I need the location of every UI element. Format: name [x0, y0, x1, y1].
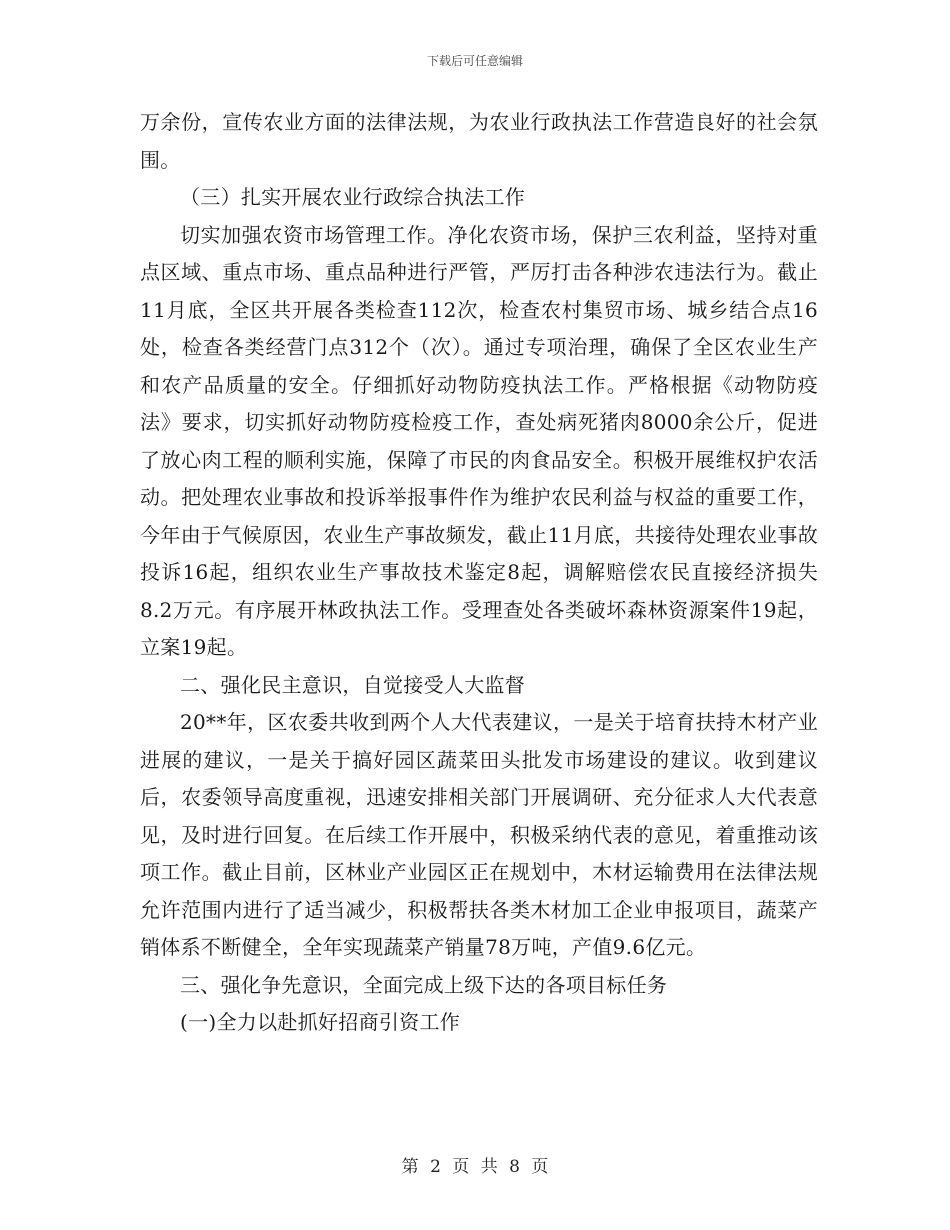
page-number: 第 2 页 共 8 页: [401, 1157, 549, 1177]
paragraph-enforcement: 切实加强农资市场管理工作。净化农资市场，保护三农利益，坚持对重点区域、重点市场、重点品种进行严管，严厉打击各种涉农违法行为。截止11月底，全区共开展各类检查112次，检查农村集贸市场、城乡结合点16处，检查各类经营门点312个（次）。通过专项治理，确保了全区农业生产和农产品质量的安全。仔细抓好动物防疫执法工作。严格根据《动物防疫法》要求，切实抓好动物防疫检疫工作，查处病死猪肉8000余公斤，促进了放心肉工程的顺利实施，保障了市民的肉食品安全。积极开展维权护农活动。把处理农业事故和投诉举报事件作为维护农民利益与权益的重要工作，今年由于气候原因，农业生产事故频发，截止11月底，共接待处理农业事故投诉16起，组织农业生产事故技术鉴定8起，调解赔偿农民直接经济损失8.2万元。有序展开林政执法工作。受理查处各类破坏森林资源案件19起，立案19起。: [140, 222, 818, 659]
subsection-heading-1: (一)全力以赴抓好招商引资工作: [180, 1010, 461, 1034]
paragraph-continuation: 万余份，宣传农业方面的法律法规，为农业行政执法工作营造良好的社会氛围。: [140, 110, 818, 172]
document-body: [140, 104, 818, 1042]
section-heading-3: （三）扎实开展农业行政综合执法工作: [180, 185, 526, 209]
section-heading-two: 二、强化民主意识，自觉接受人大监督: [180, 672, 526, 697]
paragraph-npc-suggestions: 20**年，区农委共收到两个人大代表建议，一是关于培育扶持木材产业进展的建议，一是关于搞好园区蔬菜田头批发市场建设的建议。收到建议后，农委领导高度重视，迅速安排相关部门开展调研、充分征求人大代表意见，及时进行回复。在后续工作开展中，积极采纳代表的意见，着重推动该项工作。截止目前，区林业产业园区正在规划中，木材运输费用在法律法规允许范围内进行了适当减少，积极帮扶各类木材加工企业申报项目，蔬菜产销体系不断健全，全年实现蔬菜产销量78万吨，产值9.6亿元。: [140, 710, 818, 959]
page-header-note: 下载后可任意编辑: [426, 54, 523, 68]
section-heading-three: 三、强化争先意识，全面完成上级下达的各项目标任务: [180, 972, 668, 997]
